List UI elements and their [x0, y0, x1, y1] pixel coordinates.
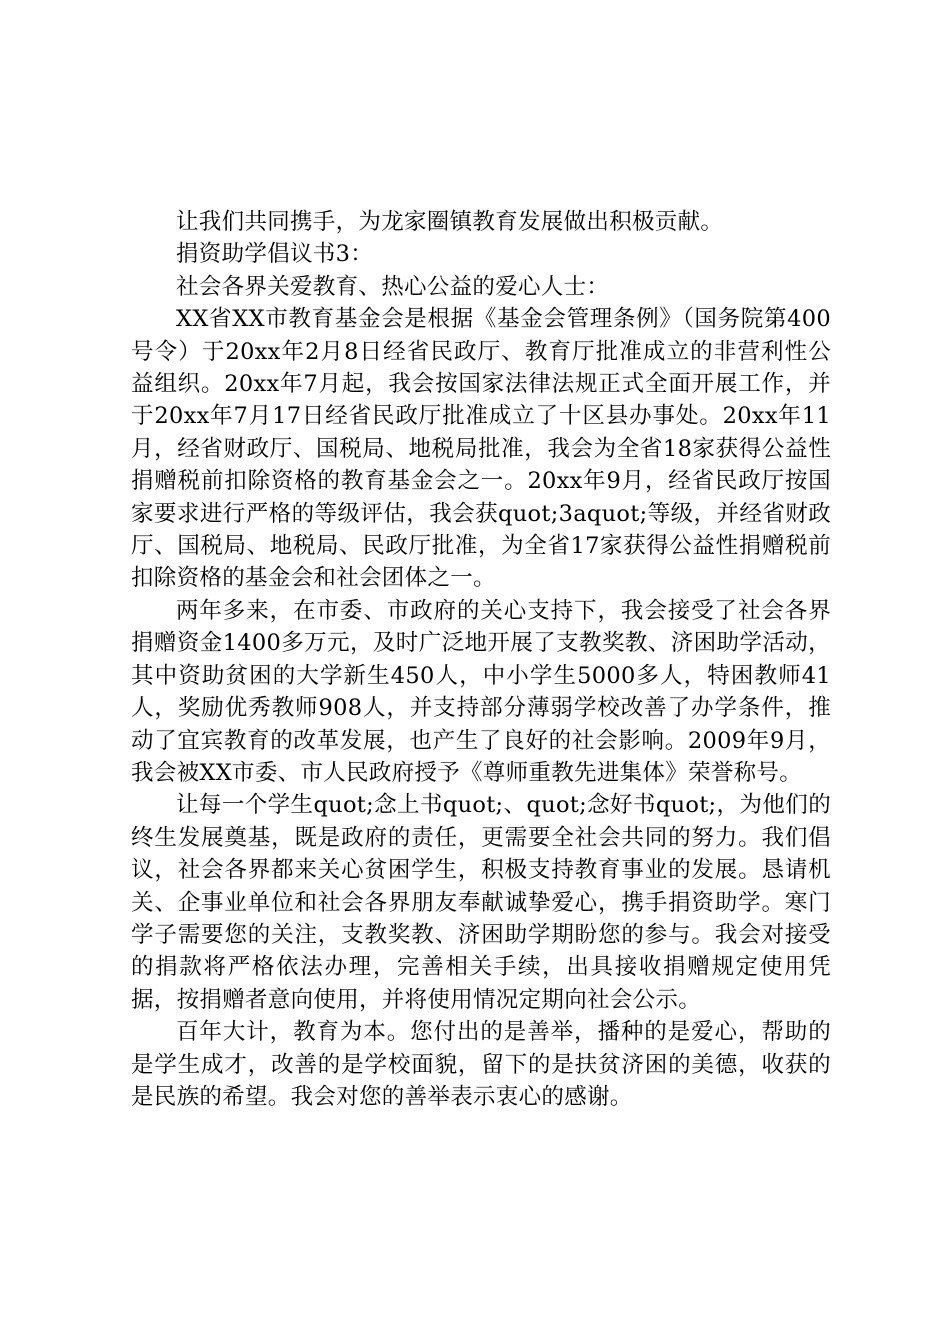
paragraph-closing-line: 让我们共同携手，为龙家圈镇教育发展做出积极贡献。: [176, 209, 724, 235]
paragraph-conclusion: 百年大计，教育为本。您付出的是善举，播种的是爱心，帮助的是学生成才，改善的是学校面貌，留下的是扶贫济困的美德，收获的是民族的希望。我会对您的善举表示衷心的感谢。: [131, 1019, 831, 1110]
paragraph-achievements: 两年多来，在市委、市政府的关心支持下，我会接受了社会各界捐赠资金1400多万元，及时广泛地开展了支教奖教、济困助学活动，其中资助贫困的大学新生450人，中小学生5000多人，特困教师41人，奖励优秀教师908人，并支持部分薄弱学校改善了办学条件，推动了宜宾教育的改革发展，也产生了良好的社会影响。2009年9月，我会被XX市委、市人民政府授予《尊师重教先进集体》荣誉称号。: [131, 597, 831, 786]
document-body: [131, 206, 831, 1113]
paragraph-foundation-intro: XX省XX市教育基金会是根据《基金会管理条例》（国务院第400号令）于20xx年2月8日经省民政厅、教育厅批准成立的非营利性公益组织。20xx年7月起，我会按国家法律法规正式全面开展工作，并于20xx年7月17日经省民政厅批准成立了十区县办事处。20xx年11月，经省财政厅、国税局、地税局批准，我会为全省18家获得公益性捐赠税前扣除资格的教育基金会之一。20xx年9月，经省民政厅按国家要求进行严格的等级评估，我会获quot;3aquot;等级，并经省财政厅、国税局、地税局、民政厅批准，为全省17家获得公益性捐赠税前扣除资格的基金会和社会团体之一。: [131, 306, 831, 592]
paragraph-heading: 捐资助学倡议书3：: [176, 241, 374, 268]
paragraph-salutation: 社会各界关爱教育、热心公益的爱心人士：: [176, 273, 610, 300]
paragraph-appeal: 让每一个学生quot;念上书quot;、quot;念好书quot;，为他们的终生发展奠基，既是政府的责任，更需要全社会共同的努力。我们倡议，社会各界都来关心贫困学生，积极支持教育事业的发展。恳请机关、企事业单位和社会各界朋友奉献诚挚爱心，携手捐资助学。寒门学子需要您的关注，支教奖教、济困助学期盼您的参与。我会对接受的捐款将严格依法办理，完善相关手续，出具接收捐赠规定使用凭据，按捐赠者意向使用，并将使用情况定期向社会公示。: [131, 792, 831, 1013]
